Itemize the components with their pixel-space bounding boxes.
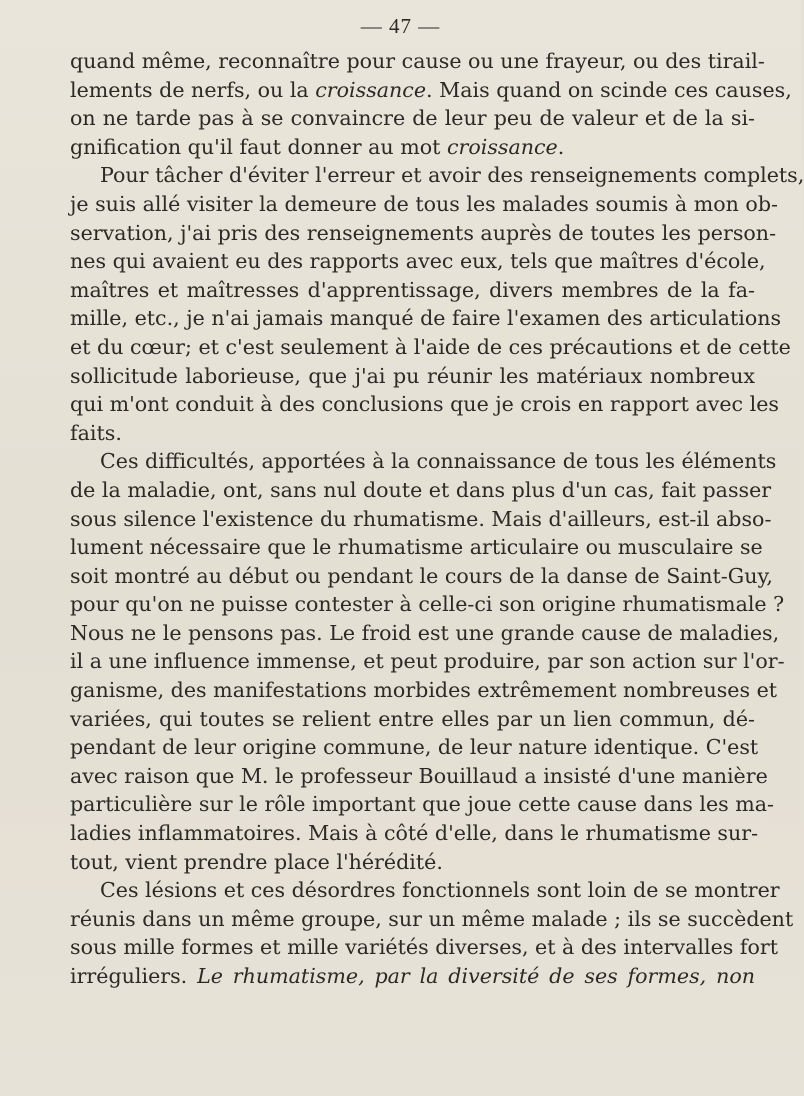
text-line: tout, vient prendre place l'hérédité. — [70, 849, 443, 874]
text-line: Nous ne le pensons pas. Le froid est une grande cause de maladies, — [70, 620, 780, 645]
text-line: soit montré au début ou pendant le cours de la danse de Saint-Guy, — [70, 563, 773, 588]
text-line: pendant de leur origine commune, de leur nature identique. C'est — [70, 735, 759, 760]
text-line: on ne tarde pas à se convaincre de leur peu de valeur et de la si- — [70, 106, 755, 131]
text-line: ladies inflammatoires. Mais à côté d'elle, dans le rhumatisme sur- — [70, 821, 759, 846]
text-line: variées, qui toutes se relient entre elles par un lien commun, dé- — [70, 706, 755, 731]
text-line: je suis allé visiter la demeure de tous les malades soumis à mon ob- — [70, 191, 778, 216]
text-run: . — [557, 134, 565, 159]
text-line: avec raison que M. le professeur Bouillaud a insisté d'une manière — [70, 763, 768, 788]
text-run: lements de nerfs, ou la — [70, 77, 316, 102]
text-line: maîtres et maîtresses d'apprentissage, divers membres de la fa- — [70, 277, 755, 302]
paragraph-4 — [70, 876, 794, 990]
text-line — [70, 962, 755, 991]
text-line: nes qui avaient eu des rapports avec eux, tels que maîtres d'école, — [70, 249, 766, 274]
text-line: sous silence l'existence du rhumatisme. Mais d'ailleurs, est-il abso- — [70, 506, 772, 531]
text-line — [70, 133, 755, 162]
text-line: ganisme, des manifestations morbides extrêmement nombreuses et — [70, 678, 778, 703]
paragraph-1 — [70, 47, 792, 161]
text-line: qui m'ont conduit à des conclusions que je crois en rapport avec les — [70, 392, 779, 417]
text-line: lument nécessaire que le rhumatisme articulaire ou musculaire se — [70, 535, 763, 560]
text-line — [70, 76, 792, 105]
text-line: particulière sur le rôle important que joue cette cause dans les ma- — [70, 792, 775, 817]
text-line: mille, etc., je n'ai jamais manqué de faire l'examen des articulations — [70, 306, 782, 331]
page-number: — 47 — — [360, 14, 441, 38]
emphasis-quote: Le rhumatisme, par la diversité de ses formes, non — [197, 964, 755, 988]
paragraph-3 — [70, 447, 785, 876]
text-run: gnification qu'il faut donner au mot — [70, 134, 447, 159]
emphasis-croissance: croissance — [446, 134, 558, 159]
text-line: servation, j'ai pris des renseignements auprès de toutes les person- — [70, 220, 777, 245]
text-line: Ces lésions et ces désordres fonctionnels sont loin de se montrer — [100, 878, 780, 903]
page-text — [70, 47, 804, 991]
text-run: irréguliers. — [70, 964, 198, 988]
text-line: sollicitude laborieuse, que j'ai pu réunir les matériaux nombreux — [70, 363, 755, 388]
text-line: pour qu'on ne puisse contester à celle-ci son origine rhumatismale ? — [70, 592, 785, 617]
text-line: Ces difficultés, apportées à la connaissance de tous les éléments — [100, 449, 777, 474]
text-line: Pour tâcher d'éviter l'erreur et avoir des renseignements complets, — [100, 163, 804, 188]
text-run: . Mais quand on scinde ces causes, — [426, 77, 792, 102]
text-line: quand même, reconnaître pour cause ou une frayeur, ou des tirail- — [70, 49, 765, 73]
paragraph-2 — [70, 161, 804, 447]
text-line: et du cœur; et c'est seulement à l'aide de ces précautions et de cette — [70, 334, 791, 359]
text-line: il a une influence immense, et peut produire, par son action sur l'or- — [70, 649, 785, 674]
text-line: sous mille formes et mille variétés diverses, et à des intervalles fort — [70, 935, 779, 960]
emphasis-croissance: croissance — [315, 77, 427, 102]
text-line: de la maladie, ont, sans nul doute et dans plus d'un cas, fait passer — [70, 477, 772, 502]
text-line: réunis dans un même groupe, sur un même malade ; ils se succèdent — [70, 906, 794, 931]
text-line: faits. — [70, 420, 122, 445]
